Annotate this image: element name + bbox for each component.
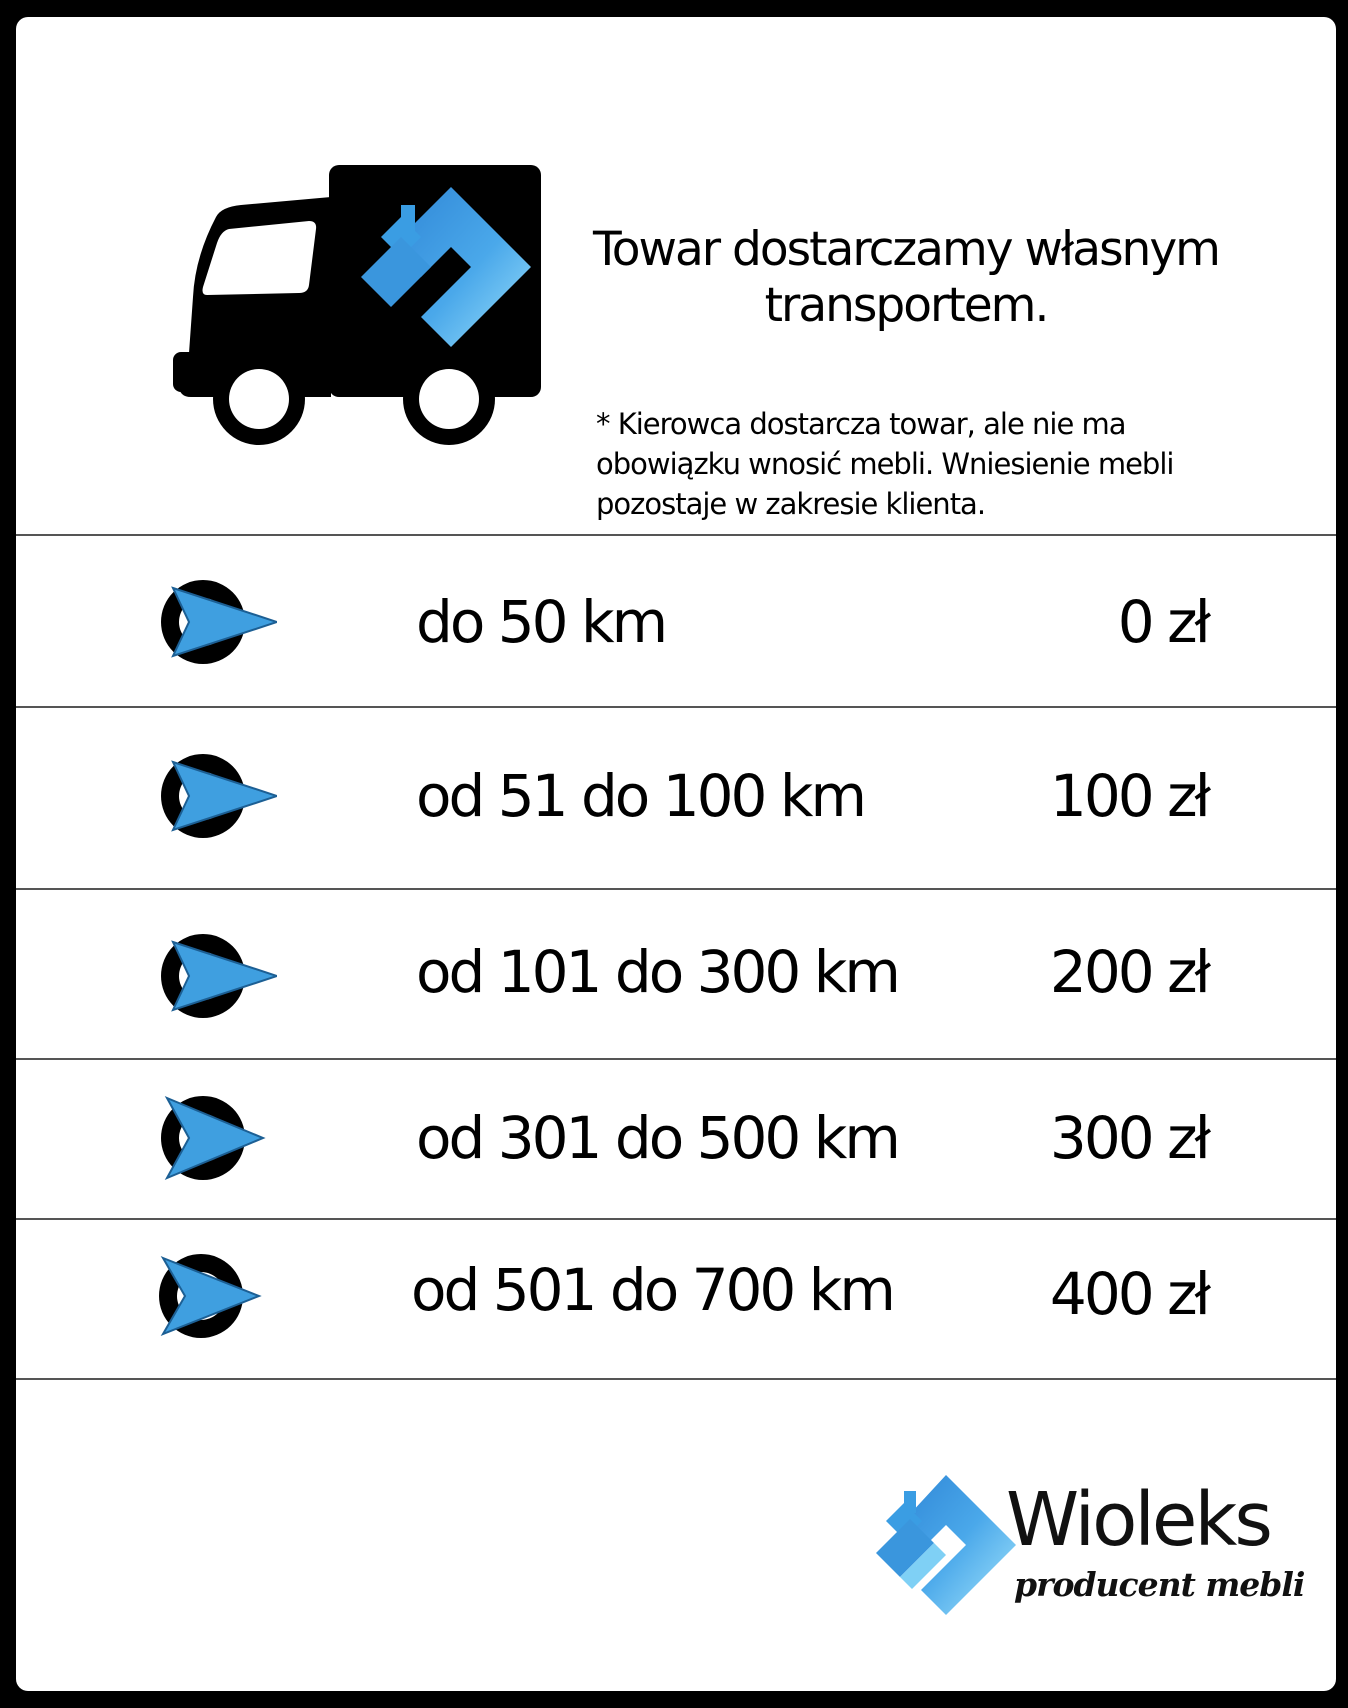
distance-label: od 501 do 700 km	[411, 1256, 893, 1324]
distance-label: od 101 do 300 km	[416, 938, 898, 1006]
arrow-target-icon	[153, 574, 277, 670]
price-label: 400 zł	[1049, 1260, 1208, 1328]
distance-label: do 50 km	[416, 588, 666, 656]
delivery-note: * Kierowca dostarcza towar, ale nie ma obowiązku wnosić mebli. Wniesienie mebli pozostaje w zakresie klienta.	[596, 407, 1174, 521]
distance-label: od 51 do 100 km	[416, 762, 864, 830]
distance-label: od 301 do 500 km	[416, 1104, 898, 1172]
pricing-row	[16, 1218, 1336, 1378]
pricing-table	[16, 17, 1336, 1691]
arrow-target-icon	[153, 748, 277, 844]
house-diamond-logo	[876, 1475, 1016, 1625]
brand-name: Wioleks	[1006, 1477, 1270, 1563]
arrow-target-icon	[151, 1248, 275, 1344]
price-label: 100 zł	[1049, 762, 1208, 830]
delivery-headline: Towar dostarczamy własnym transportem.	[593, 222, 1219, 333]
price-label: 300 zł	[1049, 1104, 1208, 1172]
brand-logo	[876, 1475, 1305, 1625]
delivery-pricing-card	[16, 17, 1336, 1691]
pricing-row	[16, 534, 1336, 706]
price-label: 200 zł	[1049, 938, 1208, 1006]
pricing-row	[16, 706, 1336, 888]
price-label: 0 zł	[1117, 588, 1208, 656]
arrow-target-icon	[153, 928, 277, 1024]
brand-tagline: producent mebli	[1014, 1565, 1305, 1604]
pricing-row	[16, 888, 1336, 1058]
table-bottom-divider	[16, 1378, 1336, 1380]
pricing-row	[16, 1058, 1336, 1218]
arrow-target-icon	[153, 1090, 277, 1186]
